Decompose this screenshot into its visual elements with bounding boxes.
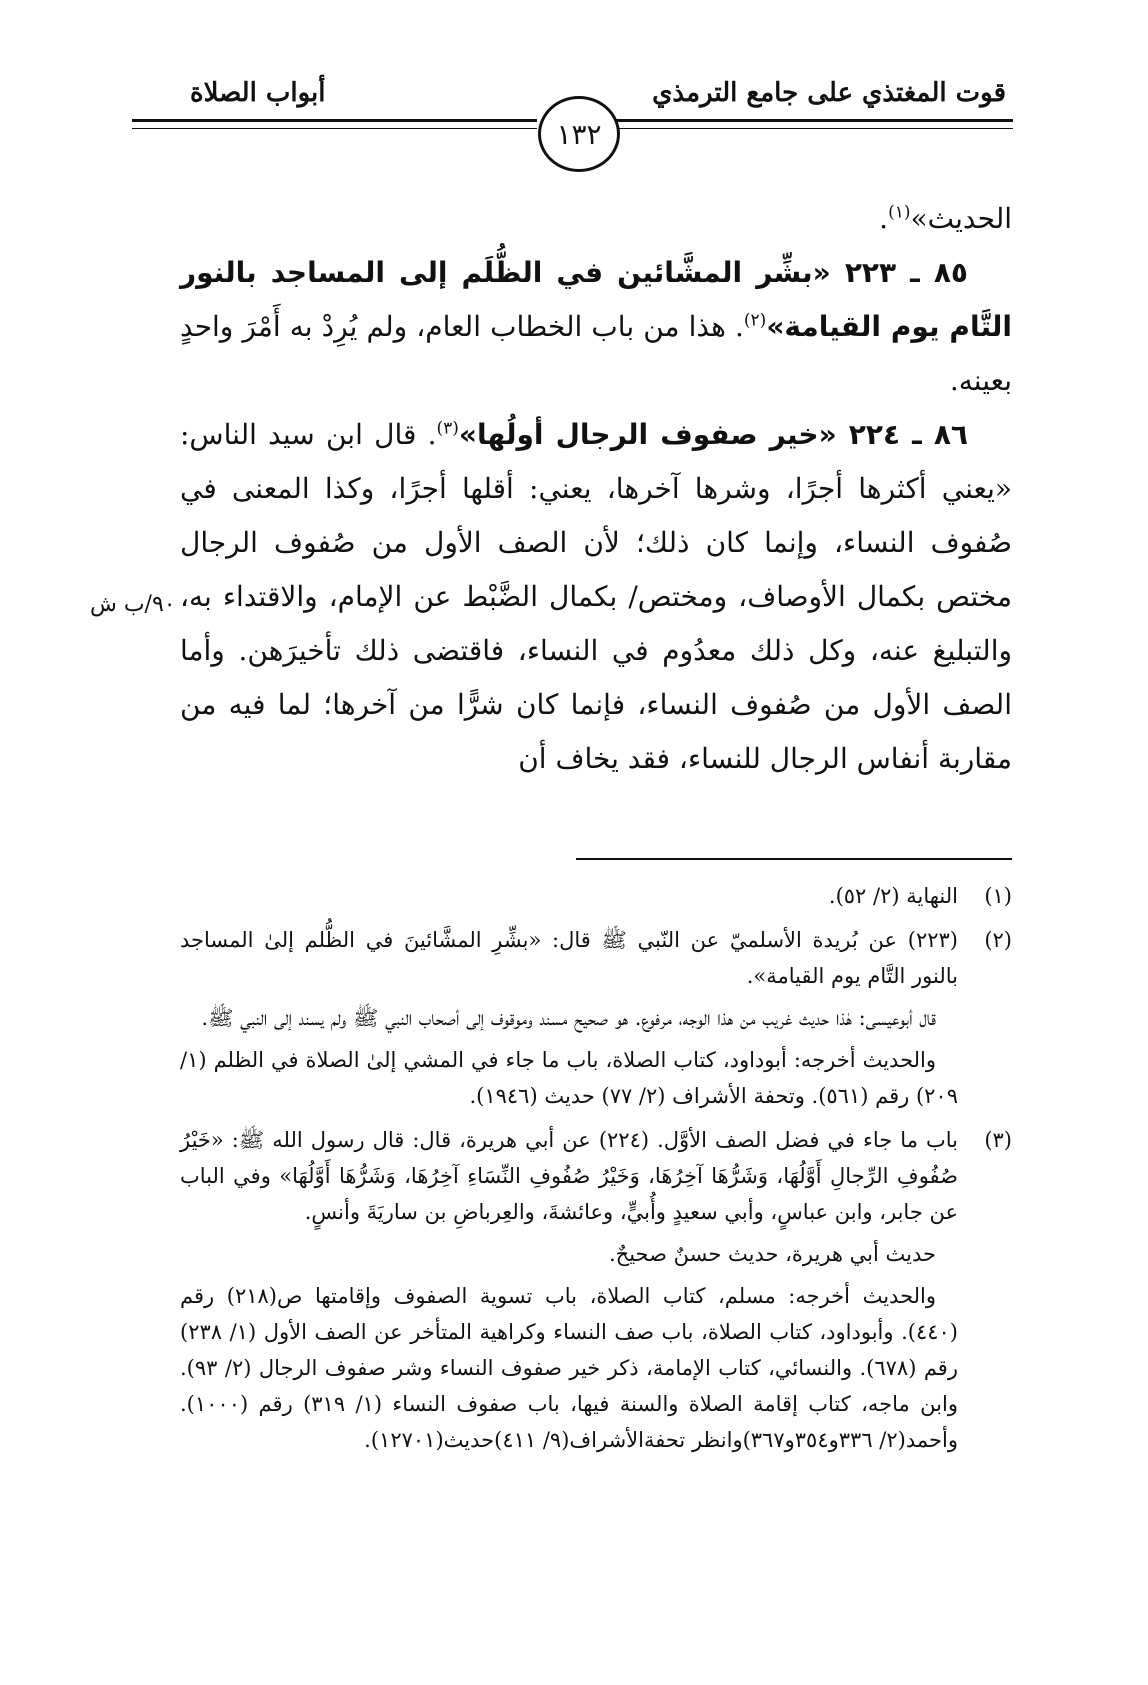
footnote-number: (٣) [984, 1128, 1012, 1152]
footnote [180, 1122, 1012, 1458]
footnote-separator [576, 858, 1012, 860]
page-number [538, 96, 620, 172]
section-title: أبواب الصلاة [190, 78, 326, 108]
paragraph-0-end: . [879, 202, 889, 235]
footnote-body [180, 922, 958, 1114]
hadith-223-title: ٨٥ ـ ٢٢٣ «بشِّر المشَّائين في الظُّلَم إلى المساجد بالنور التَّام يوم القيامة» [180, 256, 1012, 343]
header-rule-left-bottom [132, 128, 537, 129]
main-text [180, 192, 1012, 786]
page-number-text: ١٣٢ [556, 117, 602, 151]
header-rule-left-top [132, 119, 537, 122]
footnote-number: (٢) [984, 928, 1012, 952]
footnote [180, 878, 1012, 914]
footnotes [180, 878, 1012, 1466]
hadith-224 [180, 408, 1012, 786]
footnote [180, 922, 1012, 1114]
hadith-224-commentary: . قال ابن سيد الناس: «يعني أكثرها أجرًا، وشرها آخرها، يعني: أقلها أجرًا، وكذا المعنى في صُفوف النساء، وإنما كان ذلك؛ لأن الصف الأول من صُفوف الرجال مختص بكمال الأوصاف، ومختص/ بكمال الضَّبْط عن الإمام، والاقتداء به، والتبليغ عنه، وكل ذلك معدُوم في النساء، فاقتضى ذلك تأخيرَهن. وأما الصف الأول من صُفوف النساء، فإنما كان شرًّا من آخرها؛ لما فيه من مقاربة أنفاس الرجال للنساء، فقد يخاف أن [180, 418, 1012, 775]
footnote-subtext: والحديث أخرجه: أبوداود، كتاب الصلاة، باب ما جاء في المشي إلىٰ الصلاة في الظلم (١/ ٢٠٩) رقم (٥٦١). وتحفة الأشراف (٢/ ٧٧) حديث (١٩٤٦). [180, 1048, 958, 1108]
paragraph-continuation [180, 192, 1012, 246]
hadith-224-title: ٨٦ ـ ٢٢٤ «خير صفوف الرجال أولُها» [458, 418, 968, 451]
header-rule-right-top [615, 119, 1013, 122]
footnote-text: (٢٢٣) عن بُريدة الأسلميّ عن النّبي ﷺ قال: «بشِّرِ المشَّائينَ في الظُّلم إلىٰ المساجد بالنور التَّام يوم القيامة». [180, 928, 958, 988]
footnote-text: باب ما جاء في فضل الصف الأوَّل. (٢٢٤) عن أبي هريرة، قال: قال رسول الله ﷺ: «خَيْرُ صُفُوفِ الرِّجالِ أَوَّلُهَا، وَشَرُّهَا آخِرُهَا، وَخَيْرُ صُفُوفِ النِّسَاءِ آخِرُهَا، وَشَرُّهَا أَوَّلُهَا» وفي الباب عن جابر، وابن عباسٍ، وأبي سعيدٍ وأُبيٍّ، وعائشةَ، والعِرباضِ بن ساريَةَ وأنسٍ. [180, 1128, 958, 1224]
footnote-body [180, 878, 958, 914]
footnote-subtext: قال أبوعيسى: هٰذا حديث غريب من هذا الوجه، مرفوع. هو صحيح مسند وموقوف إلى أصحاب النبي ﷺ ولم يسند إلى النبي ﷺ. [201, 1006, 936, 1030]
hadith-223-commentary: . هذا من باب الخطاب العام، ولم يُرِدْ به أَمْرَ واحدٍ بعينه. [180, 310, 1012, 397]
hadith-223 [180, 246, 1012, 408]
manuscript-margin-note: ٩٠/ب ش [90, 592, 176, 617]
footnote-ref-1: (١) [888, 202, 911, 223]
paragraph-0-text: الحديث» [910, 202, 1012, 235]
footnote-body [180, 1122, 958, 1458]
footnote-subtext: حديث أبي هريرة، حديث حسنٌ صحيحٌ. [608, 1242, 936, 1266]
footnote-number: (١) [984, 884, 1012, 908]
footnote-ref-3: (٣) [436, 418, 459, 439]
header-rule-right-bottom [615, 128, 1013, 129]
footnote-subtext: والحديث أخرجه: مسلم، كتاب الصلاة، باب تسوية الصفوف وإقامتها ص(٢١٨) رقم (٤٤٠). وأبوداود، كتاب الصلاة، باب صف النساء وكراهية المتأخر عن الصف الأول (١/ ٢٣٨) رقم (٦٧٨). والنسائي، كتاب الإمامة، ذكر خير صفوف النساء وشر صفوف الرجال (٢/ ٩٣). وابن ماجه، كتاب إقامة الصلاة والسنة فيها، باب صفوف النساء (١/ ٣١٩) رقم (١٠٠٠). وأحمد(٢/ ٣٣٦و٣٥٤و٣٦٧)وانظر تحفةالأشراف(٩/ ٤١١)حديث(١٢٧٠١). [180, 1284, 958, 1452]
footnote-ref-2: (٢) [743, 310, 767, 331]
footnote-text: النهاية (٢/ ٥٢). [828, 884, 958, 908]
book-title: قوت المغتذي على جامع الترمذي [652, 78, 1006, 108]
